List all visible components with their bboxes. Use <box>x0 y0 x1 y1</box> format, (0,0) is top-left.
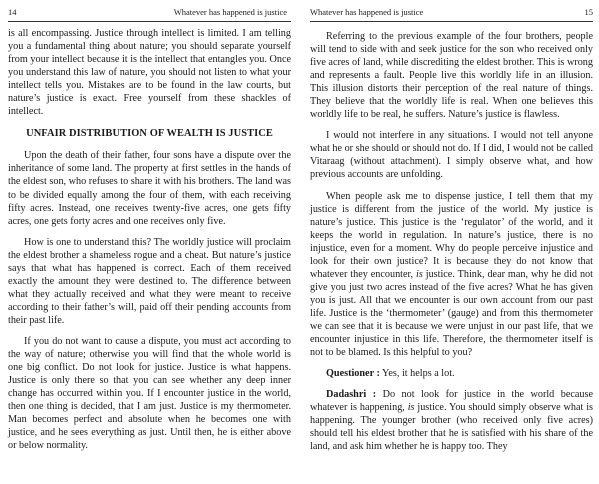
right-page <box>310 0 593 484</box>
section-heading: UNFAIR DISTRIBUTION OF WEALTH IS JUSTICE <box>26 128 273 140</box>
paragraph: is all encompassing. Justice through intellect is limited. I am telling you a fundamental thing about nature; you should separate yourself from your intellect because it is the intellect that entangles you. Once you understand this law of nature, you should not listen to what your intellect tells you. Mistakes are to be found in the law courts, but nature’s justice is exact. Free yourself from these shackles of intellect. <box>8 28 291 118</box>
emphasis: is <box>416 268 423 280</box>
left-page-body <box>8 27 291 452</box>
paragraph-text: justice. Think, dear man, why he did not give you just two acres instead of the five acres? What he has given you is just. All that we encounter is our own account from our past life. Justice is the ‘thermometer’ (gauge) and from this thermometer we can see that it is because we were unjust in our past life, that we encounter injustice in this life. Therefore, the thermometer itself is not to be blamed. Is this helpful to you? <box>310 268 593 359</box>
paragraph-text: When people ask me to dispense justice, I tell them that my justice is different from the justice of the world. My justice is nature’s justice. This justice is the ‘regulator’ of the world, and it keeps the world in regulation. In nature’s justice, there is no injustice, even for a moment. Why do people perceive injustice and look for their own justice? It is because they do not know that whatever they encounter, <box>310 190 593 280</box>
speaker-label: Questioner : <box>326 368 380 380</box>
speech-text: Do not look for justice in the world because whatever is happening, <box>310 389 593 414</box>
speaker-label: Dadashri : <box>326 389 377 401</box>
paragraph: Referring to the previous example of the four brothers, people will tend to side with and seek justice for the son who received only five acres of land, while discrediting the eldest brother. This is wrong and represents a fault. People live this worldly life in an illusion. This illusion distorts their perception of the real nature of things. They believe that the worldly life is real. When one believes this worldly life to be real, he suffers. Nature’s justice is flawless. <box>310 31 593 121</box>
paragraph <box>310 190 593 360</box>
questioner-line <box>310 367 593 380</box>
emphasis: is <box>407 402 415 414</box>
running-title: Whatever has happened is justice <box>310 7 424 17</box>
paragraph: Upon the death of their father, four sons have a dispute over the inheritance of some land. The property at first settles in the hands of the eldest son, who refuses to share it with his brothers. The land was to be divided equally among the four of them, with each receiving fifty acres. Instead, one receives twenty-five acres, one gets fifty acres, one gets forty acres and one receives only five. <box>8 150 291 227</box>
page-number: 15 <box>584 7 593 17</box>
right-page-header <box>310 4 593 22</box>
speech-text: Yes, it helps a lot. <box>379 368 455 380</box>
paragraph: If you do not want to cause a dispute, you must act according to the way of nature; otherwise you will find that the whole world is one big conflict. Do not look for justice. Justice is what happens. Justice is only there so that you can see whether any deep inner change has occurred within you. If I encounter justice in the world, then one thing is decided, that I am just. Justice is my thermometer. Man becomes perfect and absolute when he becomes one with justice, and he sees everything as just. Until then, he is either above or below normality. <box>8 335 291 452</box>
paragraph: I would not interfere in any situations. I would not tell anyone what he or she should or should not do. If I did, I would not be called Vitaraag (without attachment). I simply observe what, and how previous accounts are unfolding. <box>310 130 593 181</box>
running-title: Whatever has happened is justice <box>173 7 287 17</box>
left-page-header <box>8 4 291 22</box>
dadashri-line <box>310 388 593 453</box>
left-page <box>8 0 291 484</box>
page-number: 14 <box>8 7 17 17</box>
right-page-body <box>310 30 593 453</box>
speech-text: justice. You should simply observe what is happening. The younger brother (who received only five acres) should tell his eldest brother that he is satisfied with his share of the land, and ask him whether he is happy too. They <box>310 402 593 453</box>
paragraph: How is one to understand this? The worldly justice will proclaim the eldest brother a shameless rogue and a cheat. But nature’s justice says that what has happened is correct. Each of them received exactly the amount they were destined to. The difference between what they actually received and what they were meant to receive according to their father’s will, paid off their pending accounts from their past life. <box>8 236 291 326</box>
